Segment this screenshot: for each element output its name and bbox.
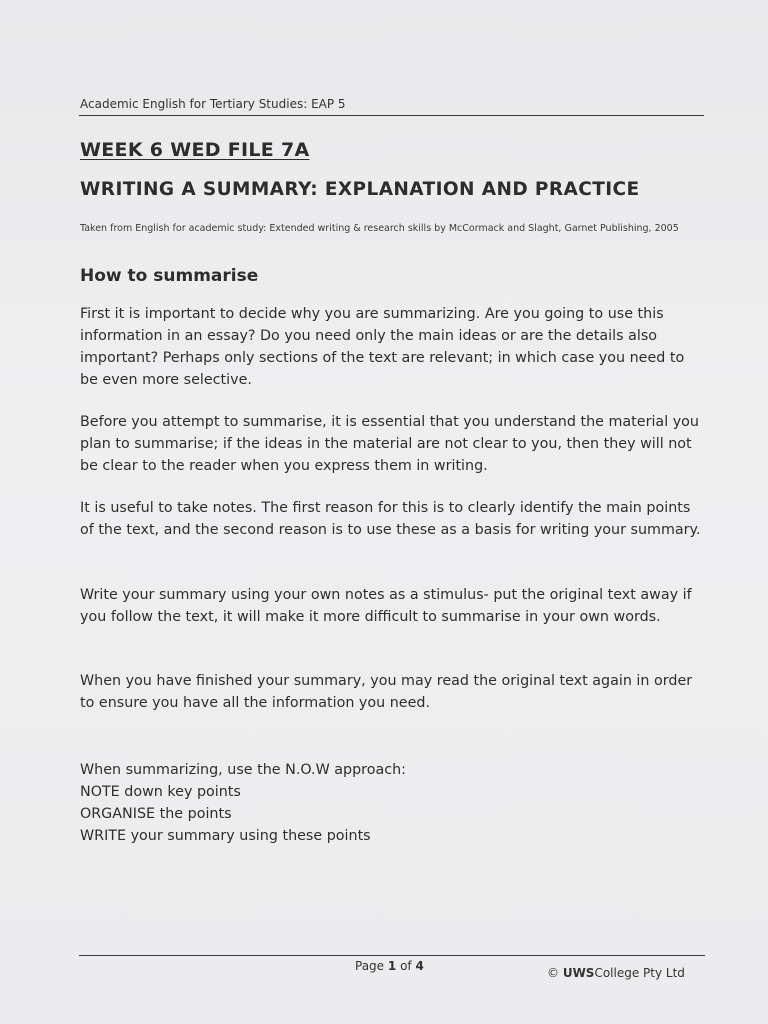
source-citation: Taken from English for academic study: Extended writing & research skills by McCormack and Slaght, Garnet Publishing, 2005 [80,223,679,234]
paragraph: Write your summary using your own notes as a stimulus- put the original text away if you follow the text, it will make it more difficult to summarise in your own words. [80,587,692,625]
now-approach-intro: When summarizing, use the N.O.W approach: [80,762,406,778]
now-approach-list [80,759,700,847]
copyright-text: College Pty Ltd [594,966,685,980]
page-label: Page [355,959,385,973]
footer-divider [79,955,705,956]
paragraph: Before you attempt to summarise, it is essential that you understand the material you plan to summarise; if the ideas in the material are not clear to you, then they will not be clear to the reader when you express them in writing. [80,414,699,474]
paragraph: When you have finished your summary, you may read the original text again in order to ensure you have all the information you need. [80,673,693,711]
now-step-organise: ORGANISE the points [80,806,232,822]
page-current: 1 [387,959,397,973]
page-of: of [400,959,412,973]
copyright-notice [547,966,685,980]
copyright-icon: © [547,966,559,980]
now-step-note: NOTE down key points [80,784,241,800]
paragraph: It is useful to take notes. The first reason for this is to clearly identify the main points of the text, and the second reason is to use these as a basis for writing your summary. [80,500,701,538]
paragraph: First it is important to decide why you are summarizing. Are you going to use this information in an essay? Do you need only the main ideas or are the details also important? Perhaps only sections of the text are relevant; in which case you need to be even more selective. [80,306,685,388]
document-title: WRITING A SUMMARY: EXPLANATION AND PRACTICE [80,179,640,200]
header-divider [79,115,704,116]
running-header: Academic English for Tertiary Studies: EAP 5 [80,97,346,111]
section-heading: How to summarise [80,266,259,286]
week-title: WEEK 6 WED FILE 7A [80,139,310,161]
copyright-brand: UWS [562,966,595,980]
now-step-write: WRITE your summary using these points [80,828,371,844]
page-number [355,959,424,973]
page-total: 4 [415,959,424,973]
